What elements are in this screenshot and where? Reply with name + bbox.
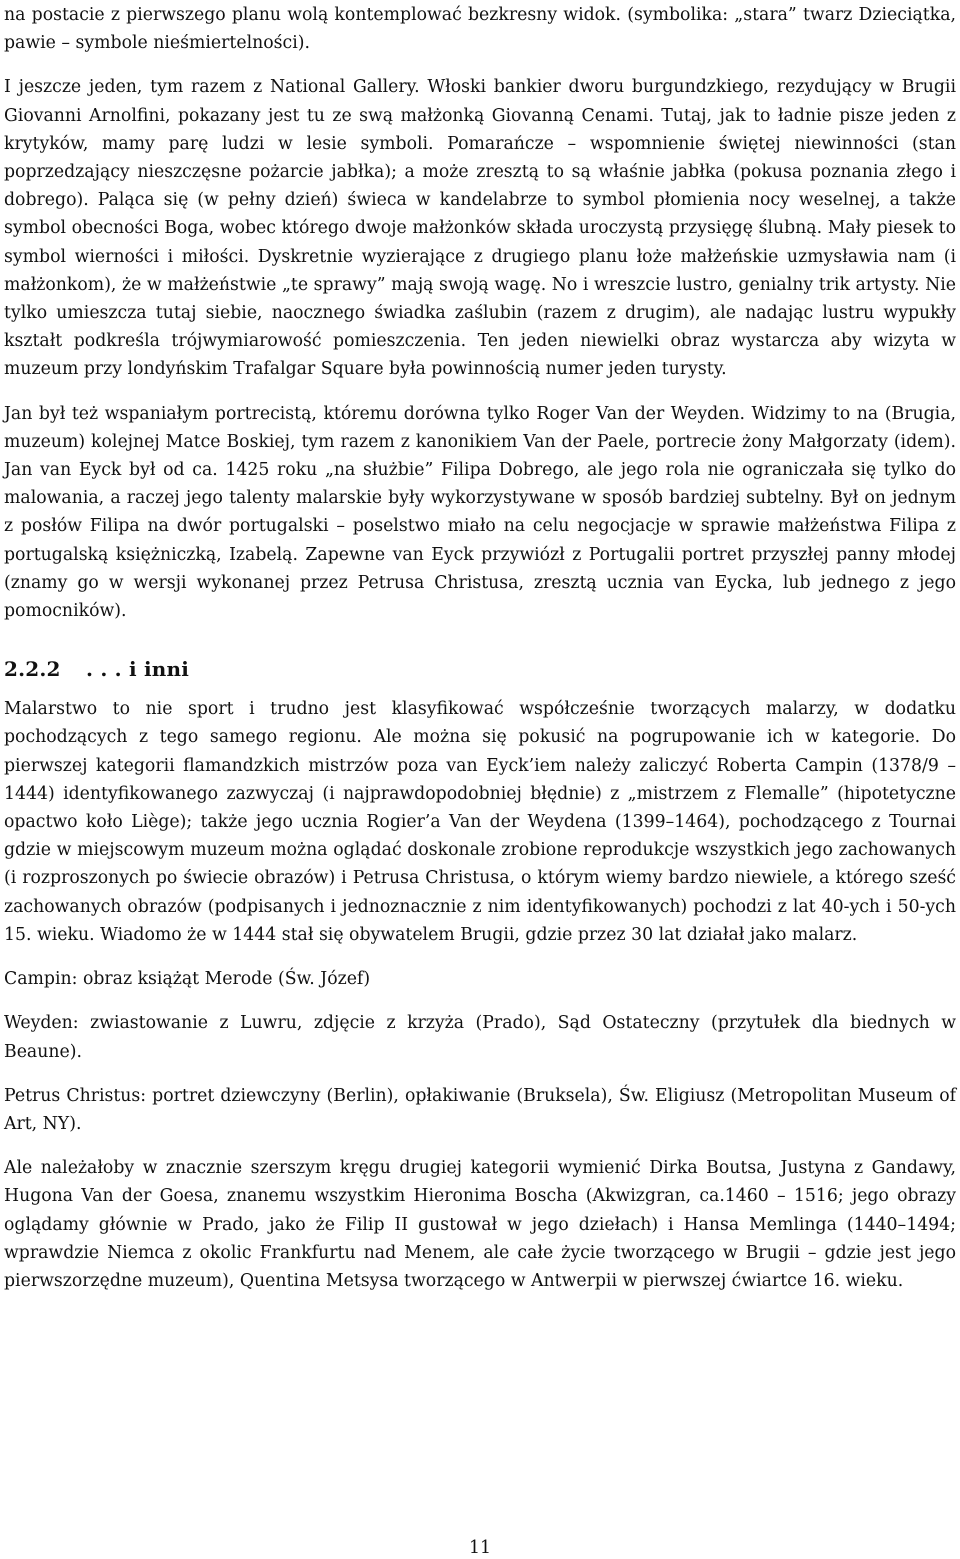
- paragraph-campin: Campin: obraz książąt Merode (Św. Józef): [4, 969, 371, 990]
- section-number: 2.2.2: [4, 657, 61, 682]
- paragraph-arnolfini: I jeszcze jeden, tym razem z National Gallery. Włoski bankier dworu burgundzkiego, rezydujący w Brugii Giovanni Arnolfini, pokazany jest tu ze swą małżonką Giovanną Cenami. Tutaj, jak to ładnie pisze jeden z krytyków, mamy parę ludzi w lesie symboli. Pomarańcze – wspomnienie świętej niewinności (stan poprzedzający nieszczęsne pożarcie jabłka); a może zresztą to są właśnie jabłka (pokusa poznania złego i dobrego). Paląca się (w pełny dzień) świeca w kandelabrze to symbol płomienia nocy weselnej, a także symbol obecności Boga, wobec którego dwoje małżonków składa uroczystą przysięgę ślubną. Mały piesek to symbol wierności i miłości. Dyskretnie wyzierające z drugiego planu łoże małżeńskie uzmysławia nam (i małżonkom), że w małżeństwie „te sprawy” mają swoją wagę. No i wreszcie lustro, genialny trik artysty. Nie tylko umieszcza tutaj siebie, naocznego świadka zaślubin (razem z drugim), ale nadając lustru wypukły kształt podkreśla trójwymiarowość pomieszczenia. Ten jeden niewielki obraz wystarcza aby wizyta w muzeum przy londyńskim Trafalgar Square była powinnością numer jeden turysty.: [4, 77, 956, 380]
- paragraph-classification: Malarstwo to nie sport i trudno jest klasyfikować współcześnie tworzących malarzy, w dodatku pochodzących z tego samego regionu. Ale można się pokusić na pogrupowanie ich w kategorie. Do pierwszej kategorii flamandzkich mistrzów poza van Eyck’iem należy zaliczyć Roberta Campin (1378/9 – 1444) identyfikowanego zazwyczaj (i najprawdopodobniej błędnie) z „mistrzem z Flemalle” (hipotetyczne opactwo koło Liège); także jego ucznia Rogier’a Van der Weydena (1399–1464), pochodzącego z Tournai gdzie w miejscowym muzeum można oglądać doskonale zrobione reprodukcje wszystkich jego zachowanych (i rozproszonych po świecie obrazów) i Petrusa Christusa, o którym wiemy bardzo niewiele, a którego sześć zachowanych obrazów (podpisanych i jednoznacznie z nim identyfikowanych) pochodzi z lat 40-ych i 50-ych 15. wieku. Wiadomo że w 1444 stał się obywatelem Brugii, gdzie przez 30 lat działał jako malarz.: [4, 699, 956, 945]
- paragraph-second-category: Ale należałoby w znacznie szerszym kręgu drugiej kategorii wymienić Dirka Boutsa, Justyna z Gandawy, Hugona Van der Goesa, znanemu wszystkim Hieronima Boscha (Akwizgran, ca.1460 – 1516; jego obrazy oglądamy głównie w Prado, jako że Filip II gustował w jego dziełach) i Hansa Memlinga (1440–1494; wprawdzie Niemca z okolic Frankfurtu nad Menem, ale całe życie tworzącego w Brugii – gdzie jest jego pierwszorzędne muzeum), Quentina Metsysa tworzącego w Antwerpii w pierwszej ćwiartce 16. wieku.: [4, 1158, 956, 1291]
- page-number: 11: [469, 1538, 491, 1558]
- paragraph-christus: Petrus Christus: portret dziewczyny (Berlin), opłakiwanie (Bruksela), Św. Eligiusz (Metropolitan Museum of Art, NY).: [4, 1085, 956, 1134]
- section-title: . . . i inni: [86, 657, 190, 682]
- document-body: [4, 1, 956, 1295]
- section-heading: [4, 655, 956, 683]
- paragraph-continuation: na postacie z pierwszego planu wolą kontemplować bezkresny widok. (symbolika: „stara” twarz Dzieciątka, pawie – symbole nieśmiertelności).: [4, 5, 956, 54]
- paragraph-portraitist: Jan był też wspaniałym portrecistą, któremu dorówna tylko Roger Van der Weyden. Widzimy to na (Brugia, muzeum) kolejnej Matce Boskiej, tym razem z kanonikiem Van der Paele, portrecie żony Małgorzaty (idem). Jan van Eyck był od ca. 1425 roku „na służbie” Filipa Dobrego, ale jego rola nie ograniczała się tylko do malowania, a raczej jego talenty malarskie były wykorzystywane w sposób bardziej subtelny. Był on jednym z posłów Filipa na dwór portugalski – poselstwo miało na celu negocjacje w sprawie małżeństwa Filipa z portugalską księżniczką, Izabelą. Zapewne van Eyck przywiózł z Portugalii portret przyszłej panny młodej (znamy go w wersji wykonanej przez Petrusa Christusa, zresztą ucznia van Eycka, lub jednego z jego pomocników).: [4, 403, 956, 622]
- paragraph-weyden: Weyden: zwiastowanie z Luwru, zdjęcie z krzyża (Prado), Sąd Ostateczny (przytułek dla biednych w Beaune).: [4, 1013, 956, 1062]
